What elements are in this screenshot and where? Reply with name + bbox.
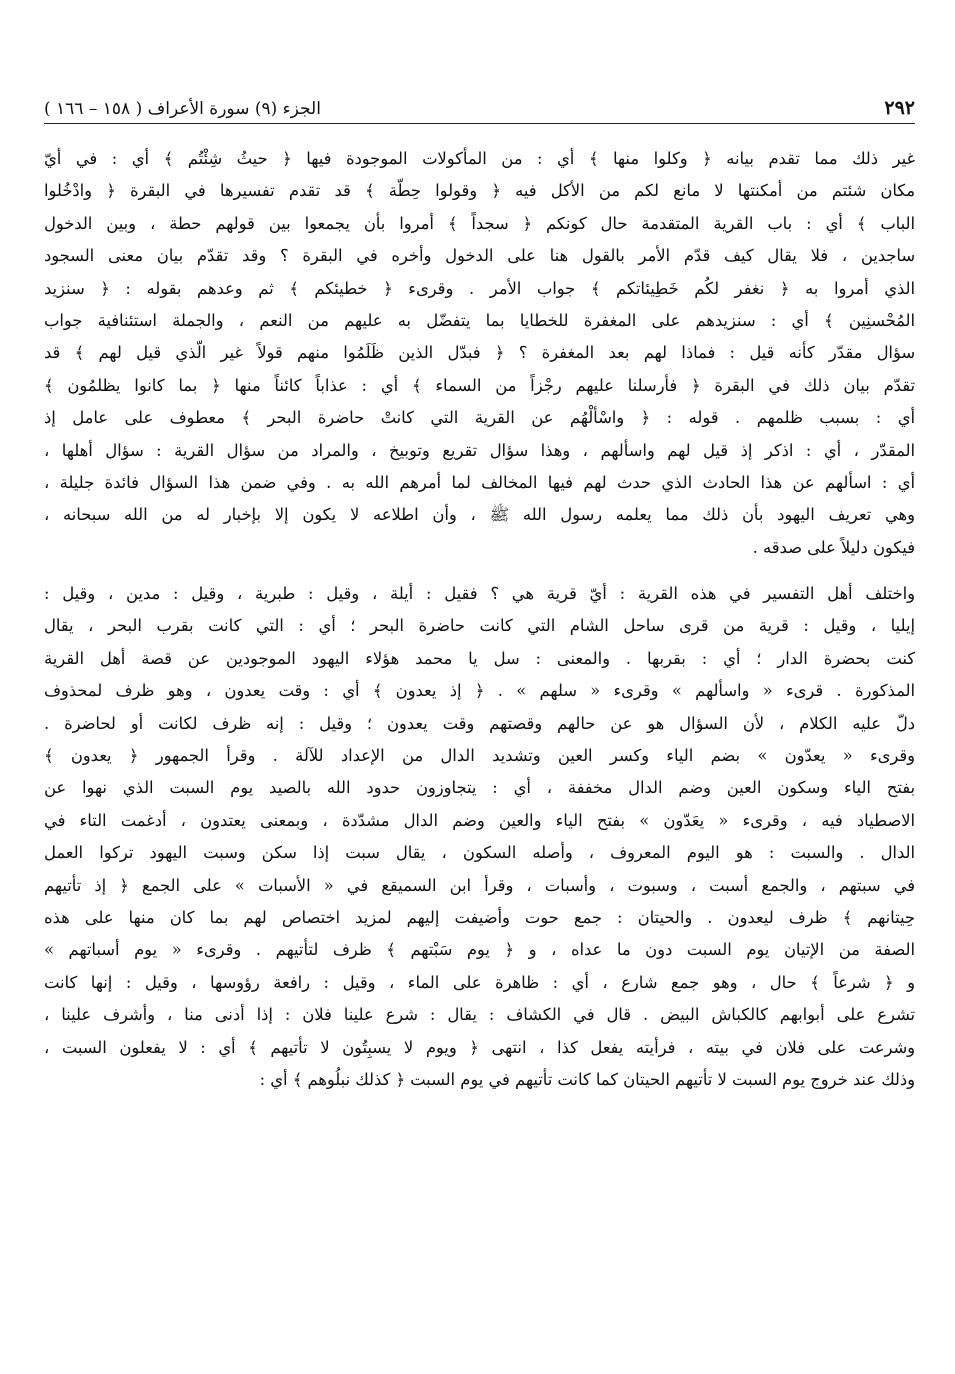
text-line: المقدّر ، أي : اذكر إذ قيل لهم واسألهم ، وهذا سؤال تقريع وتوبيخ ، والمراد من سؤال القرية : سؤال أهلها ، (44, 440, 915, 460)
text-line: وشرعت على فلان في بيته ، فرأيته يفعل كذا ، انتهى ﴿ ويوم لا يسبِتُون لا تأتيهم ﴾ أي : لا يفعلون السبت ، (44, 1037, 915, 1057)
text-line: المذكورة . قرىء « واسألهم » وقرىء « سلهم » . ﴿ إذ يعدون ﴾ أي : وقت يعدون ، وهو ظرف لمحذوف (44, 681, 915, 701)
text-line: ساجدين ، فلا يقال كيف قدّم الأمر بالقول هنا على الدخول وأخره في البقرة ؟ وقد تقدّم بيان معنى السجود (44, 246, 915, 266)
text-line: تشرع على أبوابهم كالكباش البيض . قال في الكشاف : يقال : شرع علينا فلان : إذا أدنى منا ، وأشرف علينا ، (44, 1005, 915, 1025)
page-body (44, 143, 915, 1096)
text-line: الذي أمروا به ﴿ نغفر لكُم خَطِيئاتكم ﴾ جواب الأمر . وقرىء ﴿ خطيئكم ﴾ ثم وعدهم بقوله : ﴿ سنزيد (44, 278, 915, 298)
page-number: ٢٩٢ (884, 97, 915, 119)
text-line: سؤال مقدّر كأنه قيل : فماذا لهم بعد المغفرة ؟ ﴿ فبدّل الذين ظَلَمُوا منهم قولاً غير الّذي قيل لهم ﴾ قد (44, 343, 915, 363)
text-line: فيكون دليلاً على صدقه . (752, 537, 915, 557)
text-line: وهي تعريف اليهود بأن ذلك مما يعلمه رسول الله ﷺ ، وأن اطلاعه لا يكون إلا بإخبار له من الله سبحانه ، (44, 505, 915, 525)
text-line: المُحْسنِين ﴾ أي : سنزيدهم على المغفرة للخطايا بما يتفضّل به عليهم من النعم ، والجملة استئنافية جواب (44, 310, 915, 330)
text-line: وقرىء « يعدّون » بضم الياء وكسر العين وتشديد الدال من الإعداد للآلة . وقرأ الجمهور ﴿ يعدون ﴾ (44, 746, 915, 766)
text-line: الدال . والسبت : هو اليوم المعروف ، وأصله السكون ، يقال سبت إذا سكن وسبت اليهود تركوا العمل (44, 843, 915, 863)
paragraph-gap (44, 564, 915, 578)
text-line: دلّ عليه الكلام ، لأن السؤال هو عن حالهم وقصتهم وقت يعدون ؛ وقيل : إنه ظرف لكانت أو لحاضرة . (44, 713, 915, 733)
text-line: الصفة من الإتيان يوم السبت دون ما عداه ، و ﴿ يوم سَبْتهم ﴾ ظرف لتأتيهم . وقرىء « يوم أسباتهم » (44, 940, 915, 960)
text-line: مكان شئتم من أمكنتها لا مانع لكم من الأكل فيه ﴿ وقولوا حِطّة ﴾ قد تقدم تفسيرها في البقرة ﴿ وادْخُلوا (44, 181, 915, 201)
text-line: تقدّم بيان ذلك في البقرة ﴿ فأرسلنا عليهم رجْزاً من السماء ﴾ أي : عذاباً كائناً منها ﴿ بما كانوا يظلمُون ﴾ (44, 375, 915, 395)
text-line: الباب ﴾ أي : باب القرية المتقدمة حال كونكم ﴿ سجداً ﴾ أمروا بأن يجمعوا بين قولهم حطة ، وبين الدخول (44, 213, 915, 233)
text-line: و ﴿ شرعاً ﴾ حال ، وهو جمع شارع ، أي : ظاهرة على الماء ، وقيل : رافعة رؤوسها ، وقيل : إنها كانت (44, 972, 915, 992)
text-line: أي : بسبب ظلمهم . قوله : ﴿ واسْألْهُم عن القرية التي كانتْ حاضرة البحر ﴾ معطوف على عامل إذ (44, 408, 915, 428)
text-line: كنت بحضرة الدار ؛ أي : بقربها . والمعنى : سل يا محمد هؤلاء اليهود الموجودين عن قصة أهل القرية (44, 648, 915, 668)
text-line: وذلك عند خروج يوم السبت لا تأتيهم الحيتان كما كانت تأتيهم في يوم السبت ﴿ كذلك نبلُوهم ﴾ أي : (259, 1069, 915, 1089)
running-title: الجزء (٩) سورة الأعراف ( ١٥٨ – ١٦٦ ) (44, 99, 321, 119)
text-line: واختلف أهل التفسير في هذه القرية : أيّ قرية هي ؟ فقيل : أيلة ، وقيل : طبرية ، وقيل : مدين ، وقيل : (44, 584, 915, 604)
page-header (44, 92, 915, 124)
text-line: أي : اسألهم عن هذا الحادث الذي حدث لهم فيها المخالف لما أمرهم الله به . وفي ضمن هذا السؤال فائدة جليلة ، (44, 472, 915, 492)
text-line: بفتح الياء وسكون العين وضم الدال مخففة ، أي : يتجاوزون حدود الله بالصيد يوم السبت الذي نهوا عن (44, 778, 915, 798)
text-line: حِيتانهم ﴾ ظرف ليعدون . والحيتان : جمع حوت وأضيفت إليهم لمزيد اختصاص لهم بما كان منها على هذه (44, 907, 915, 927)
paragraph (44, 143, 915, 564)
text-line: في سبتهم ، والجمع أسبت ، وسبوت ، وأسبات ، وقرأ ابن السميقع في « الأسبات » على الجمع ﴿ إذ تأتيهم (44, 875, 915, 895)
text-line: الاصطياد فيه ، وقرىء « يعَدّون » بفتح الياء والعين وضم الدال مشدّدة ، وبمعنى يعتدون ، أدغمت التاء في (44, 810, 915, 830)
text-line: غير ذلك مما تقدم بيانه ﴿ وكلوا منها ﴾ أي : من المأكولات الموجودة فيها ﴿ حيثُ شِئْتُم ﴾ أي : في أيّ (44, 149, 915, 168)
paragraph (44, 578, 915, 1096)
text-line: إيليا ، وقيل : قرية من قرى ساحل الشام التي كانت حاضرة البحر ؛ أي : التي كانت بقرب البحر ، يقال (44, 616, 915, 636)
